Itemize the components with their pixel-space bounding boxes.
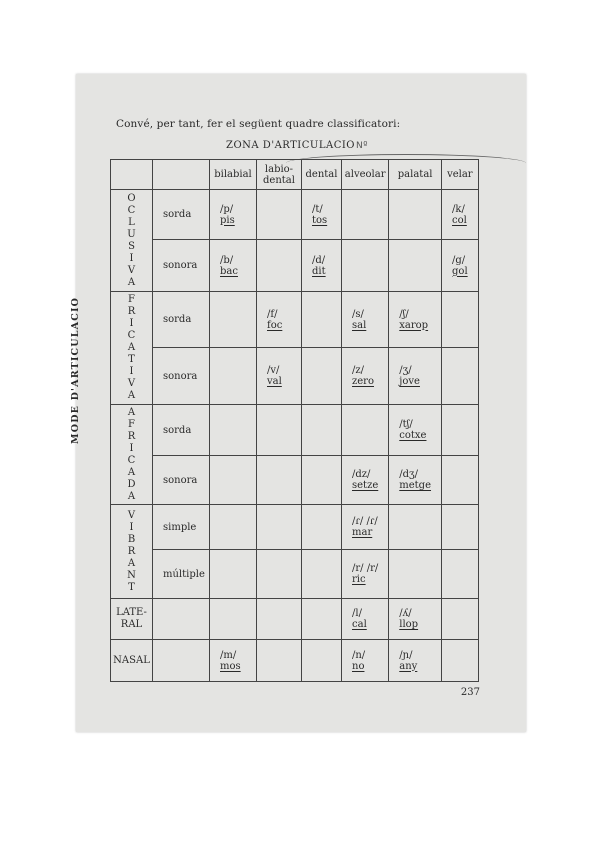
phoneme-symbol: /dʒ/ [399,469,419,480]
phoneme-symbol: /t/ [312,203,323,215]
mode-label: LATE- RAL [111,599,153,640]
intro-text: Convé, per tant, fer el següent quadre classificatori: [116,118,401,130]
phoneme-symbol: /m/ [220,649,237,661]
mode-letter: A [127,466,136,478]
phoneme-cell [210,405,257,456]
mode-letter: N [127,569,136,581]
phoneme-entry [342,305,388,335]
example-word: tos [312,214,328,226]
phoneme-cell [389,240,442,292]
phoneme-cell [389,599,442,640]
phoneme-cell [389,405,442,456]
phoneme-entry [342,465,388,495]
zona-note: Nº [356,141,368,151]
mode-letter: B [127,533,136,545]
phoneme-cell [442,348,479,405]
phoneme-symbol: /f/ [267,308,278,320]
example-word: dit [312,265,326,277]
mode-letter: C [127,204,136,216]
phoneme-cell [342,640,389,682]
header-row [111,160,479,190]
phoneme-cell [210,190,257,240]
mode-letter: F [128,294,135,305]
table-row [111,240,479,292]
voicing-label: sorda [153,292,210,348]
example-word: cal [352,619,367,630]
mode-letter: I [129,318,134,329]
example-word: zero [352,376,374,387]
table-row [111,550,479,599]
example-word: no [352,660,365,672]
zona-title-text: ZONA D'ARTICULACIO [226,140,355,151]
phoneme-symbol: /ɾ/ /ɾ/ [352,516,378,527]
column-header: bilabial [210,160,257,190]
phoneme-cell [257,405,302,456]
scanned-page [70,74,526,732]
table-row [111,405,479,456]
mode-letter: R [127,430,136,442]
phoneme-cell [210,550,257,599]
phoneme-cell [210,640,257,682]
phoneme-symbol: /b/ [220,254,234,266]
phoneme-cell [342,292,389,348]
phoneme-cell [342,505,389,550]
phoneme-cell [389,640,442,682]
table-row [111,348,479,405]
mode-letter: A [127,490,136,502]
phoneme-cell [257,505,302,550]
phoneme-cell [342,348,389,405]
mode-label [111,405,153,505]
phoneme-entry [389,415,441,445]
example-word: llop [399,619,419,630]
phoneme-symbol: /dz/ [352,469,371,480]
phoneme-cell [302,240,342,292]
phoneme-cell [302,456,342,505]
mode-letter: T [128,581,135,593]
phoneme-symbol: /g/ [452,254,466,266]
phoneme-cell [442,292,479,348]
zona-title [226,140,368,151]
phoneme-symbol: /k/ [452,203,465,215]
voicing-label: múltiple [153,550,210,599]
voicing-label [153,640,210,682]
corner-cell [111,160,153,190]
mode-letter: A [127,406,136,418]
phoneme-cell [342,550,389,599]
mode-letter: T [128,354,135,365]
table-body [111,190,479,682]
column-header: velar [442,160,479,190]
phoneme-symbol: /p/ [220,203,234,215]
table-row [111,456,479,505]
phoneme-cell [389,456,442,505]
phoneme-entry [302,251,341,281]
phoneme-cell [302,505,342,550]
phoneme-cell [257,550,302,599]
example-word: setze [352,480,379,491]
phoneme-cell [442,190,479,240]
phoneme-entry [257,361,301,391]
mode-letter: A [127,276,136,288]
phoneme-cell [442,456,479,505]
phoneme-cell [257,640,302,682]
phoneme-cell [389,348,442,405]
voicing-label: sonora [153,348,210,405]
phoneme-cell [389,292,442,348]
phoneme-symbol: /r/ /r/ [352,563,379,574]
example-word: any [399,660,418,672]
phoneme-cell [210,456,257,505]
mode-letter: V [127,378,136,389]
voicing-label: sorda [153,190,210,240]
phoneme-cell [210,240,257,292]
mode-letter: O [127,192,136,204]
corner-cell [153,160,210,190]
phoneme-cell [302,190,342,240]
example-word: foc [267,319,283,331]
mode-label [111,505,153,599]
voicing-label: simple [153,505,210,550]
example-word: col [452,214,467,226]
phoneme-entry [389,604,441,634]
mode-letter: I [129,252,134,264]
phoneme-entry [389,361,441,391]
phoneme-cell [442,405,479,456]
phoneme-cell [257,240,302,292]
example-word: xarop [399,319,429,331]
column-header [257,160,302,190]
phoneme-cell [342,599,389,640]
phoneme-cell [210,599,257,640]
phoneme-cell [302,292,342,348]
mode-letter: L [128,216,135,228]
mode-letter: R [127,306,136,317]
phoneme-entry [302,200,341,230]
phoneme-symbol: /z/ [352,365,365,376]
phoneme-entry [389,465,441,495]
phoneme-cell [257,292,302,348]
mode-letter: F [128,418,135,430]
phoneme-entry [210,251,256,281]
phoneme-entry [389,305,441,335]
example-word: metge [399,480,432,491]
column-header: palatal [389,160,442,190]
phoneme-symbol: /ʃ/ [399,308,409,320]
mode-letter: A [127,342,136,353]
phoneme-cell [302,405,342,456]
phoneme-symbol: /tʃ/ [399,419,413,430]
phoneme-cell [342,240,389,292]
phoneme-cell [389,550,442,599]
mode-letter: V [127,509,136,521]
mode-letter: D [127,478,136,490]
example-word: pis [220,214,235,226]
phoneme-cell [442,599,479,640]
mode-letter: A [127,390,136,401]
phoneme-entry [342,604,388,634]
phoneme-symbol: /v/ [267,365,280,376]
phoneme-cell [257,190,302,240]
example-word: val [267,376,282,387]
column-header: dental [302,160,342,190]
voicing-label: sonora [153,240,210,292]
column-header: alveolar [342,160,389,190]
phoneme-cell [442,240,479,292]
phoneme-cell [302,348,342,405]
phoneme-entry [210,200,256,230]
table-row [111,599,479,640]
phoneme-cell [442,550,479,599]
mode-letter: I [129,521,134,533]
voicing-label: sorda [153,405,210,456]
phoneme-cell [442,640,479,682]
phoneme-cell [342,190,389,240]
voicing-label [153,599,210,640]
example-word: ric [352,574,366,585]
phoneme-entry [442,200,478,230]
mode-letter: V [127,264,136,276]
mode-label: NASAL [111,640,153,682]
mode-title: MODE D'ARTICULACIO [70,296,81,444]
phoneme-entry [257,305,301,335]
phoneme-cell [302,599,342,640]
voicing-label: sonora [153,456,210,505]
table-row [111,292,479,348]
example-word: sal [352,319,367,331]
phoneme-entry [442,251,478,281]
phoneme-cell [210,292,257,348]
phoneme-cell [442,505,479,550]
table-row [111,505,479,550]
phoneme-symbol: /s/ [352,308,364,320]
phoneme-entry [210,646,256,676]
phoneme-cell [389,505,442,550]
classification-table [110,159,479,682]
phoneme-symbol: /ʒ/ [399,365,412,376]
phoneme-entry [342,646,388,676]
phoneme-cell [342,405,389,456]
page-number: 237 [460,687,480,698]
phoneme-entry [342,512,388,542]
phoneme-cell [389,190,442,240]
mode-letter: R [127,545,136,557]
phoneme-cell [342,456,389,505]
phoneme-entry [389,646,441,676]
phoneme-cell [257,456,302,505]
mode-letter: I [129,366,134,377]
example-word: mar [352,527,373,538]
phoneme-cell [210,348,257,405]
example-word: mos [220,660,241,672]
mode-letter: C [127,330,136,341]
mode-label [111,292,153,405]
example-word: bac [220,265,238,277]
mode-letter: A [127,557,136,569]
phoneme-cell [302,640,342,682]
phoneme-cell [257,599,302,640]
phoneme-symbol: /ʎ/ [399,608,412,619]
phoneme-cell [210,505,257,550]
example-word: cotxe [399,430,427,441]
mode-letter: S [128,240,135,252]
phoneme-entry [342,559,388,589]
example-word: gol [452,265,468,277]
column-header-text: labio-dental [263,163,295,186]
mode-letter: U [127,228,136,240]
table-row [111,640,479,682]
phoneme-symbol: /d/ [312,254,326,266]
phoneme-symbol: /ɲ/ [399,649,413,661]
table-row [111,190,479,240]
phoneme-cell [257,348,302,405]
phoneme-entry [342,361,388,391]
phoneme-cell [302,550,342,599]
mode-letter: C [127,454,136,466]
phoneme-symbol: /l/ [352,608,362,619]
example-word: jove [399,376,420,387]
phoneme-symbol: /n/ [352,649,366,661]
mode-letter: I [129,442,134,454]
mode-label [111,190,153,292]
